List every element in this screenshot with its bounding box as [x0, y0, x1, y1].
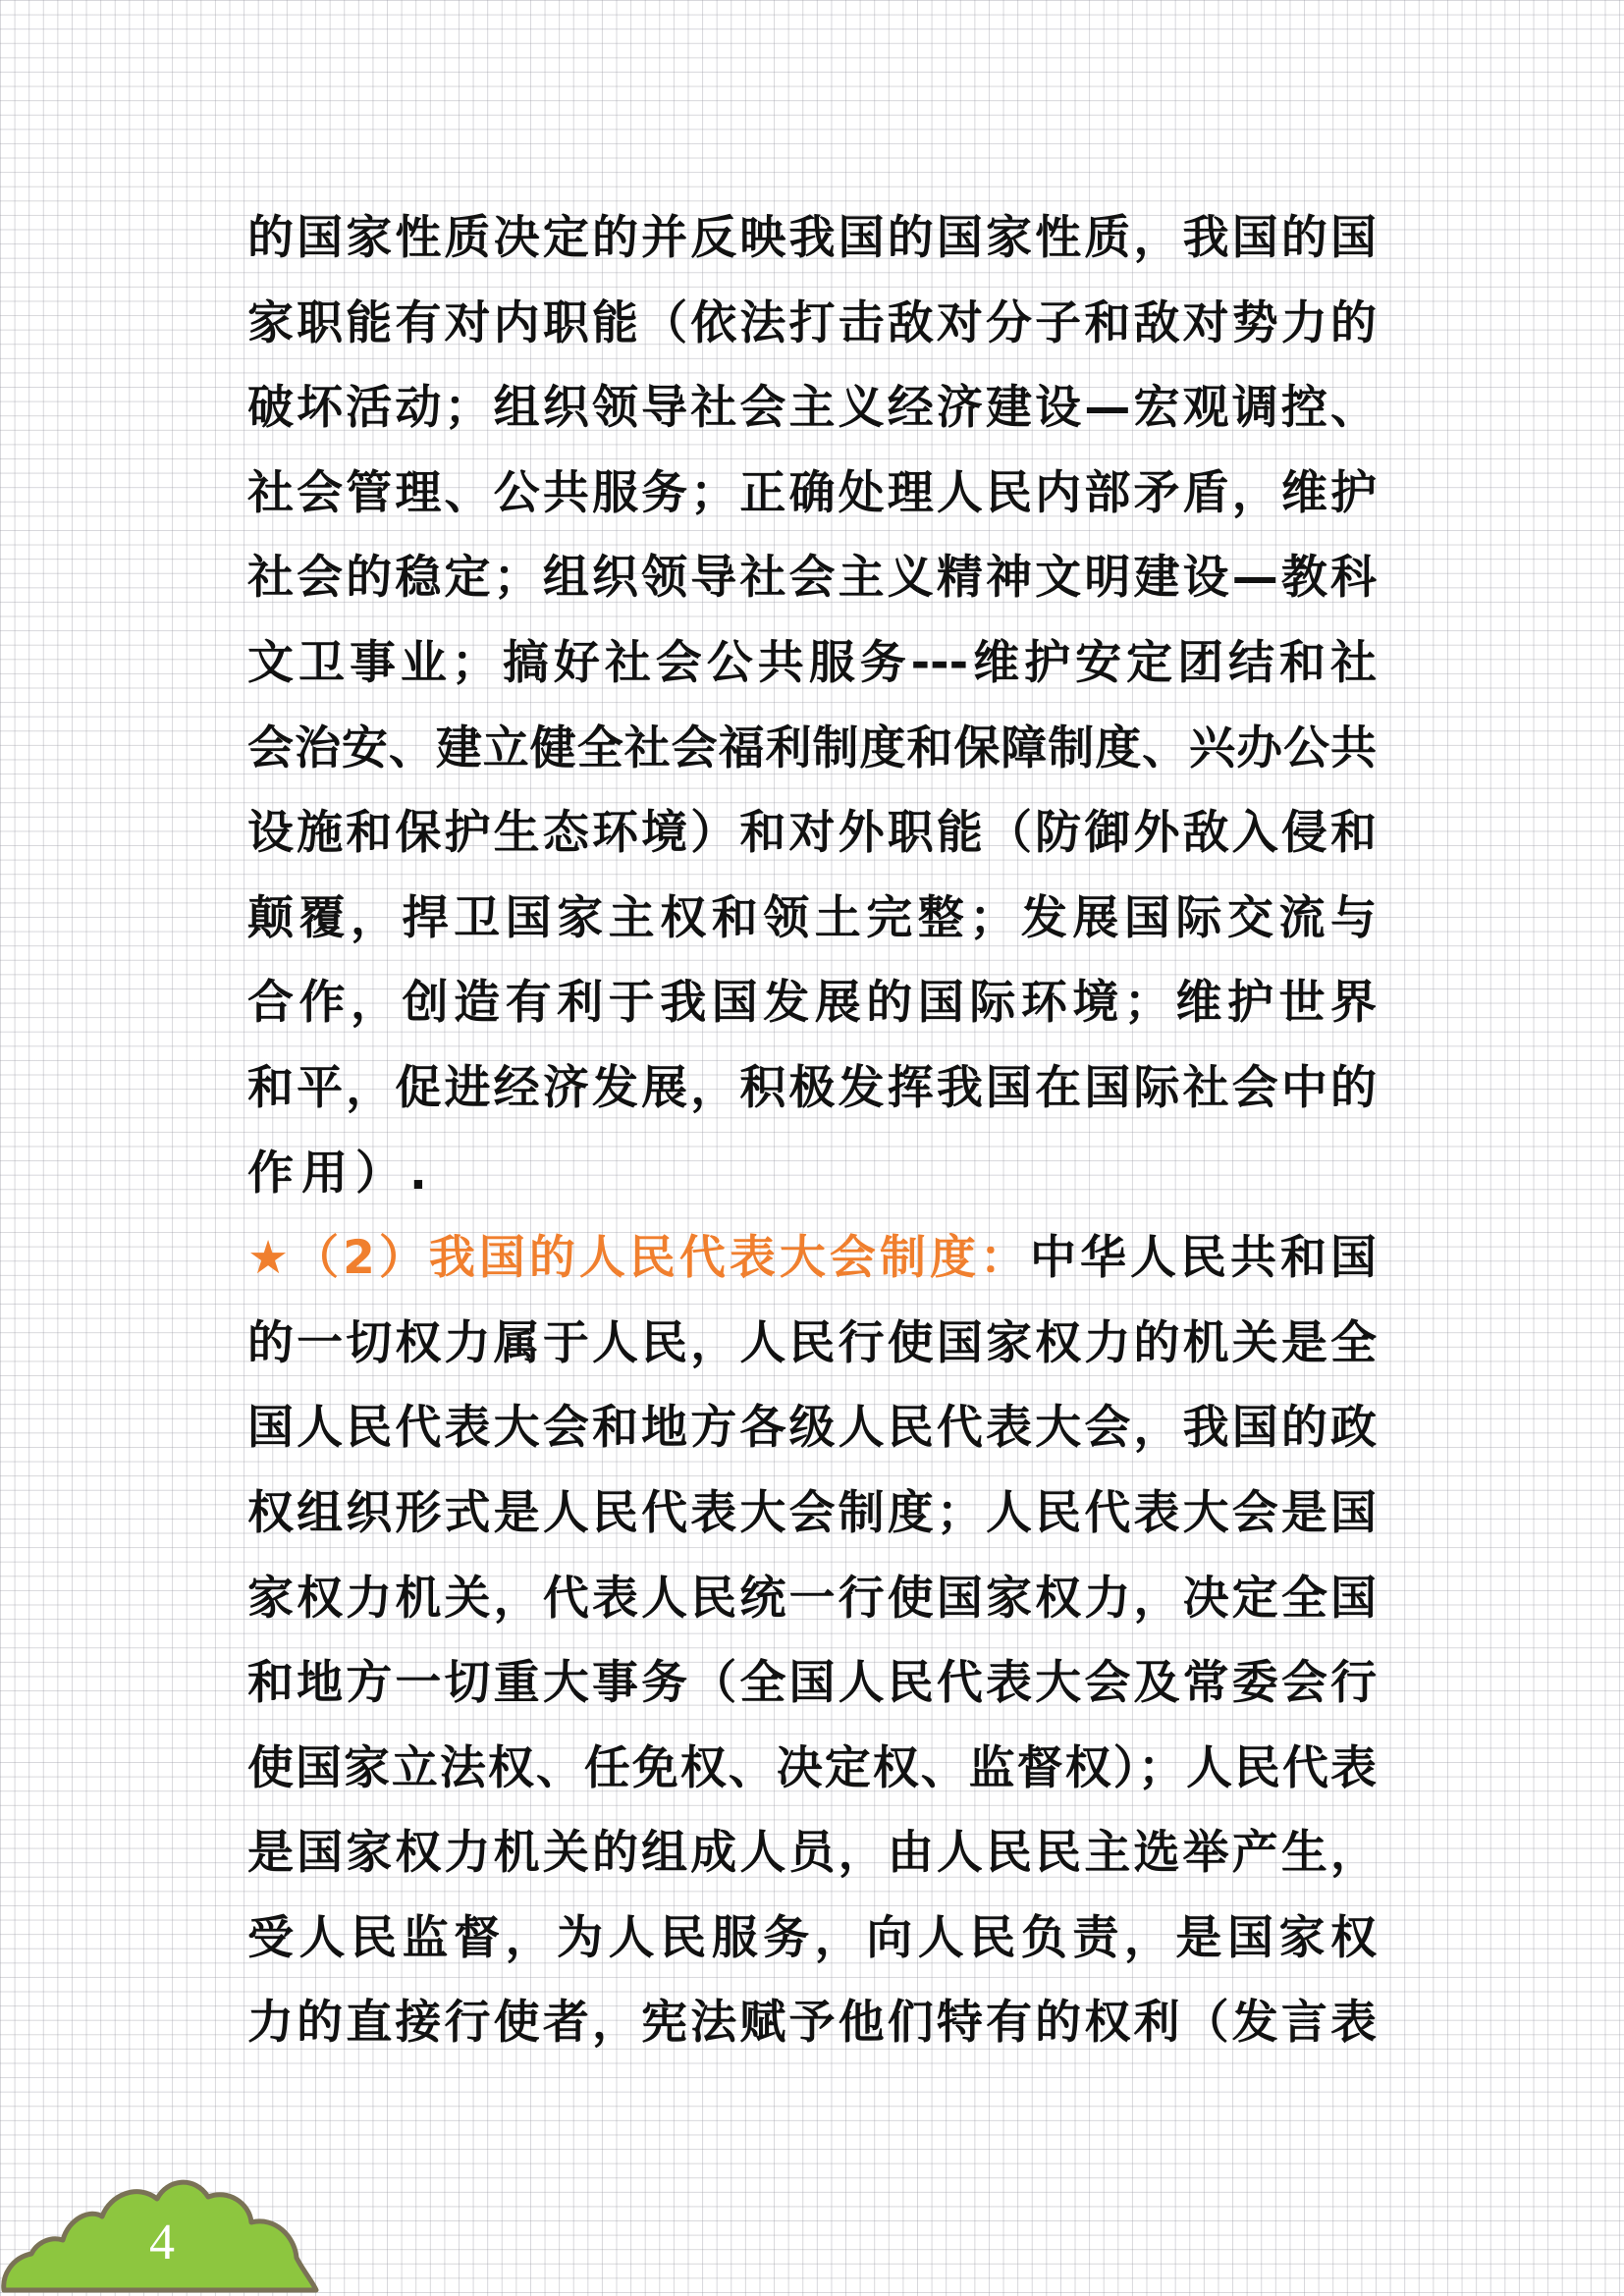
text-line: 文卫事业；搞好社会公共服务---维护安定团结和社	[247, 635, 1377, 690]
text-line: 国人民代表大会和地方各级人民代表大会，我国的政	[247, 1401, 1377, 1456]
text-line: 颠覆，捍卫国家主权和领土完整；发展国际交流与	[247, 890, 1377, 945]
text-line: 设施和保护生态环境）和对外职能（防御外敌入侵和	[247, 806, 1377, 861]
star-icon: ★	[247, 1231, 294, 1286]
text-line: 受人民监督，为人民服务，向人民负责，是国家权	[247, 1910, 1377, 1965]
text-line: 力的直接行使者，宪法赋予他们特有的权利（发言表	[247, 1996, 1377, 2051]
text-line: 合作，创造有利于我国发展的国际环境；维护世界	[247, 976, 1377, 1031]
text-line: 破坏活动；组织领导社会主义经济建设—宏观调控、	[247, 381, 1377, 436]
text-line: 和地方一切重大事务（全国人民代表大会及常委会行	[247, 1656, 1377, 1711]
text-line: 社会管理、公共服务；正确处理人民内部矛盾，维护	[247, 465, 1377, 520]
text-line: 的国家性质决定的并反映我国的国家性质，我国的国	[247, 211, 1377, 265]
document-body	[247, 196, 1377, 2066]
section-heading-continuation: 中华人民共和国	[1029, 1231, 1378, 1286]
text-line-paragraph-end: 作用）.	[247, 1146, 435, 1201]
text-line: 和平，促进经济发展，积极发挥我国在国际社会中的	[247, 1060, 1377, 1115]
text-line: 的一切权力属于人民，人民行使国家权力的机关是全	[247, 1315, 1377, 1370]
text-line: 权组织形式是人民代表大会制度；人民代表大会是国	[247, 1485, 1377, 1540]
text-line: 使国家立法权、任免权、决定权、监督权）；人民代表	[247, 1740, 1377, 1795]
text-line: 会治安、建立健全社会福利制度和保障制度、兴办公共	[247, 721, 1377, 775]
text-line: 社会的稳定；组织领导社会主义精神文明建设—教科	[247, 551, 1377, 606]
section-heading-line	[247, 1216, 1377, 1302]
page-number: 4	[149, 2215, 175, 2270]
text-line: 是国家权力机关的组成人员，由人民民主选举产生，	[247, 1826, 1377, 1881]
text-line: 家职能有对内职能（依法打击敌对分子和敌对势力的	[247, 295, 1377, 350]
text-line: 家权力机关，代表人民统一行使国家权力，决定全国	[247, 1571, 1377, 1626]
section-heading: （2）我国的人民代表大会制度：	[293, 1231, 1030, 1286]
